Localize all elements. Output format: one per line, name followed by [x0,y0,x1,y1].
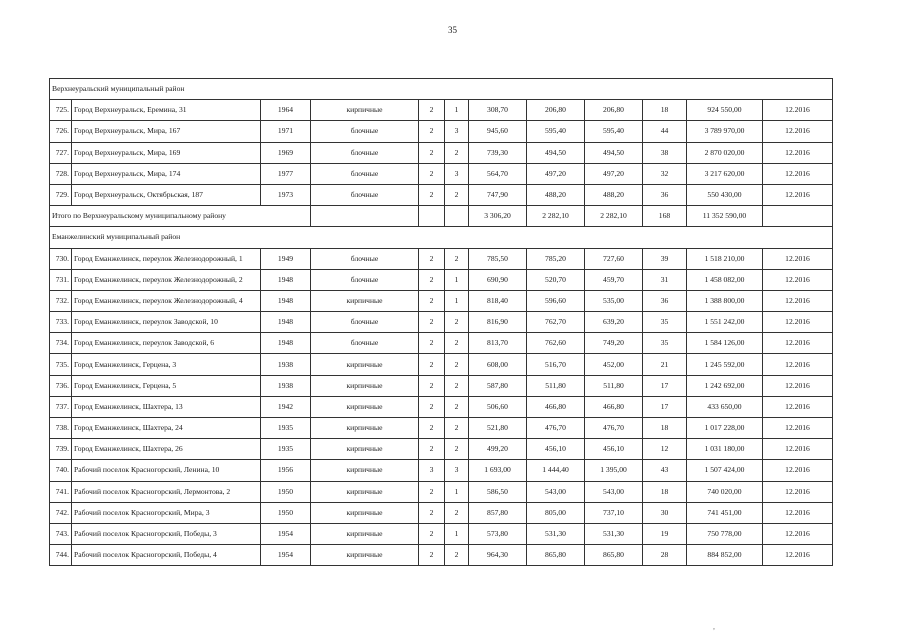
total-empty-cell [445,206,469,227]
row-area-3: 456,10 [585,439,643,460]
row-cost: 924 550,00 [687,100,763,121]
row-address: Город Еманжелинск, переулок Заводской, 6 [72,333,261,354]
row-address: Рабочий поселок Красногорский, Победы, 3 [72,523,261,544]
row-year: 1948 [261,333,311,354]
row-entrances: 1 [445,290,469,311]
row-area-3: 639,20 [585,312,643,333]
row-number: 735. [50,354,72,375]
row-number: 731. [50,269,72,290]
row-wall-material: кирпичные [311,354,419,375]
row-wall-material: блочные [311,269,419,290]
section-title: Еманжелинский муниципальный район [50,227,833,248]
row-floors: 2 [419,396,445,417]
row-area-3: 535,00 [585,290,643,311]
row-number: 726. [50,121,72,142]
row-area-3: 865,80 [585,545,643,566]
row-number: 738. [50,418,72,439]
row-year: 1949 [261,248,311,269]
row-area-3: 488,20 [585,184,643,205]
row-floors: 3 [419,460,445,481]
row-address: Город Еманжелинск, Шахтера, 24 [72,418,261,439]
row-area-2: 1 444,40 [527,460,585,481]
row-area-2: 805,00 [527,502,585,523]
row-wall-material: блочные [311,312,419,333]
row-residents: 44 [643,121,687,142]
row-address: Рабочий поселок Красногорский, Победы, 4 [72,545,261,566]
row-year: 1938 [261,354,311,375]
row-cost: 750 778,00 [687,523,763,544]
row-entrances: 1 [445,269,469,290]
row-total-area: 857,80 [469,502,527,523]
row-year: 1948 [261,269,311,290]
row-year: 1954 [261,523,311,544]
table-row [50,290,833,311]
total-area-2: 2 282,10 [527,206,585,227]
row-date: 12.2016 [763,354,833,375]
row-area-2: 206,80 [527,100,585,121]
row-cost: 433 650,00 [687,396,763,417]
housing-register-table [49,78,833,566]
row-area-3: 1 395,00 [585,460,643,481]
row-cost: 1 584 126,00 [687,333,763,354]
row-residents: 12 [643,439,687,460]
row-address: Город Верхнеуральск, Мира, 167 [72,121,261,142]
row-area-3: 494,50 [585,142,643,163]
row-year: 1964 [261,100,311,121]
total-area: 3 306,20 [469,206,527,227]
row-floors: 2 [419,523,445,544]
row-area-3: 452,00 [585,354,643,375]
row-number: 740. [50,460,72,481]
total-empty-cell [763,206,833,227]
row-number: 733. [50,312,72,333]
row-wall-material: блочные [311,333,419,354]
row-residents: 35 [643,333,687,354]
row-floors: 2 [419,163,445,184]
row-year: 1969 [261,142,311,163]
table-row [50,375,833,396]
row-area-2: 476,70 [527,418,585,439]
table-row [50,481,833,502]
row-wall-material: кирпичные [311,523,419,544]
row-area-2: 543,00 [527,481,585,502]
row-year: 1935 [261,418,311,439]
row-address: Город Еманжелинск, переулок Железнодорожный, 1 [72,248,261,269]
row-number: 729. [50,184,72,205]
row-area-2: 497,20 [527,163,585,184]
row-total-area: 690,90 [469,269,527,290]
row-number: 739. [50,439,72,460]
row-residents: 38 [643,142,687,163]
scan-mark: , [713,622,715,631]
row-date: 12.2016 [763,269,833,290]
total-empty-cell [419,206,445,227]
row-residents: 17 [643,375,687,396]
row-cost: 1 507 424,00 [687,460,763,481]
row-area-3: 727,60 [585,248,643,269]
row-entrances: 2 [445,248,469,269]
row-year: 1973 [261,184,311,205]
row-total-area: 587,80 [469,375,527,396]
row-year: 1948 [261,312,311,333]
row-number: 743. [50,523,72,544]
row-date: 12.2016 [763,142,833,163]
row-date: 12.2016 [763,523,833,544]
row-date: 12.2016 [763,290,833,311]
row-cost: 1 031 180,00 [687,439,763,460]
row-residents: 19 [643,523,687,544]
row-number: 737. [50,396,72,417]
row-floors: 2 [419,312,445,333]
row-address: Город Верхнеуральск, Еремина, 31 [72,100,261,121]
row-floors: 2 [419,481,445,502]
row-total-area: 747,90 [469,184,527,205]
row-wall-material: кирпичные [311,460,419,481]
table-body [50,79,833,566]
row-residents: 32 [643,163,687,184]
row-cost: 740 020,00 [687,481,763,502]
row-residents: 21 [643,354,687,375]
row-area-3: 497,20 [585,163,643,184]
row-number: 730. [50,248,72,269]
total-empty-cell [311,206,419,227]
row-wall-material: блочные [311,184,419,205]
table-row [50,418,833,439]
row-year: 1977 [261,163,311,184]
row-date: 12.2016 [763,184,833,205]
row-total-area: 945,60 [469,121,527,142]
row-entrances: 2 [445,142,469,163]
row-address: Город Еманжелинск, переулок Заводской, 10 [72,312,261,333]
row-date: 12.2016 [763,439,833,460]
row-wall-material: кирпичные [311,375,419,396]
row-number: 742. [50,502,72,523]
row-area-2: 595,40 [527,121,585,142]
row-area-3: 206,80 [585,100,643,121]
table-row [50,163,833,184]
row-year: 1950 [261,481,311,502]
row-number: 744. [50,545,72,566]
row-residents: 43 [643,460,687,481]
total-residents: 168 [643,206,687,227]
table-row [50,269,833,290]
total-label: Итого по Верхнеуральскому муниципальному району [50,206,311,227]
row-address: Город Верхнеуральск, Октябрьская, 187 [72,184,261,205]
row-residents: 17 [643,396,687,417]
row-number: 741. [50,481,72,502]
row-number: 727. [50,142,72,163]
row-residents: 18 [643,100,687,121]
row-residents: 35 [643,312,687,333]
row-entrances: 3 [445,163,469,184]
row-date: 12.2016 [763,163,833,184]
page-number: 35 [448,25,457,35]
row-residents: 39 [643,248,687,269]
row-cost: 884 852,00 [687,545,763,566]
row-entrances: 3 [445,121,469,142]
row-entrances: 2 [445,312,469,333]
row-floors: 2 [419,142,445,163]
row-date: 12.2016 [763,375,833,396]
row-residents: 28 [643,545,687,566]
row-residents: 30 [643,502,687,523]
row-year: 1950 [261,502,311,523]
row-cost: 741 451,00 [687,502,763,523]
row-area-3: 737,10 [585,502,643,523]
row-number: 728. [50,163,72,184]
row-year: 1948 [261,290,311,311]
row-wall-material: кирпичные [311,481,419,502]
row-floors: 2 [419,439,445,460]
row-number: 736. [50,375,72,396]
row-total-area: 608,00 [469,354,527,375]
row-area-2: 516,70 [527,354,585,375]
row-floors: 2 [419,290,445,311]
row-entrances: 2 [445,545,469,566]
row-wall-material: кирпичные [311,290,419,311]
row-entrances: 2 [445,333,469,354]
row-total-area: 564,70 [469,163,527,184]
row-date: 12.2016 [763,418,833,439]
row-address: Город Еманжелинск, Шахтера, 13 [72,396,261,417]
row-entrances: 3 [445,460,469,481]
row-residents: 36 [643,184,687,205]
row-area-3: 543,00 [585,481,643,502]
row-total-area: 816,90 [469,312,527,333]
row-year: 1942 [261,396,311,417]
row-area-2: 456,10 [527,439,585,460]
row-number: 732. [50,290,72,311]
row-area-2: 511,80 [527,375,585,396]
row-date: 12.2016 [763,481,833,502]
row-entrances: 2 [445,354,469,375]
row-total-area: 506,60 [469,396,527,417]
table-row [50,354,833,375]
row-area-2: 762,70 [527,312,585,333]
row-address: Город Еманжелинск, переулок Железнодорожный, 2 [72,269,261,290]
table-row [50,545,833,566]
row-residents: 18 [643,481,687,502]
row-area-2: 488,20 [527,184,585,205]
row-address: Рабочий поселок Красногорский, Мира, 3 [72,502,261,523]
row-date: 12.2016 [763,121,833,142]
row-floors: 2 [419,502,445,523]
row-date: 12.2016 [763,502,833,523]
row-year: 1954 [261,545,311,566]
row-wall-material: блочные [311,121,419,142]
row-cost: 1 245 592,00 [687,354,763,375]
row-residents: 36 [643,290,687,311]
row-area-2: 494,50 [527,142,585,163]
row-cost: 3 217 620,00 [687,163,763,184]
row-area-2: 596,60 [527,290,585,311]
row-cost: 3 789 970,00 [687,121,763,142]
row-entrances: 1 [445,481,469,502]
row-cost: 550 430,00 [687,184,763,205]
row-area-3: 511,80 [585,375,643,396]
table-row [50,121,833,142]
row-total-area: 818,40 [469,290,527,311]
row-cost: 1 551 242,00 [687,312,763,333]
row-area-2: 466,80 [527,396,585,417]
row-area-3: 459,70 [585,269,643,290]
table-row [50,396,833,417]
row-total-area: 308,70 [469,100,527,121]
row-area-2: 865,80 [527,545,585,566]
total-area-3: 2 282,10 [585,206,643,227]
row-cost: 1 458 082,00 [687,269,763,290]
row-address: Город Верхнеуральск, Мира, 169 [72,142,261,163]
row-area-2: 785,20 [527,248,585,269]
table-row [50,100,833,121]
row-floors: 2 [419,354,445,375]
row-cost: 1 242 692,00 [687,375,763,396]
row-date: 12.2016 [763,248,833,269]
row-wall-material: кирпичные [311,418,419,439]
row-address: Город Еманжелинск, Шахтера, 26 [72,439,261,460]
row-wall-material: блочные [311,248,419,269]
row-total-area: 813,70 [469,333,527,354]
row-wall-material: блочные [311,142,419,163]
table-row [50,460,833,481]
row-floors: 2 [419,333,445,354]
row-total-area: 521,80 [469,418,527,439]
row-address: Рабочий поселок Красногорский, Лермонтова, 2 [72,481,261,502]
section-header-row [50,227,833,248]
row-wall-material: кирпичные [311,545,419,566]
row-entrances: 1 [445,523,469,544]
section-header-row [50,79,833,100]
row-year: 1956 [261,460,311,481]
section-title: Верхнеуральский муниципальный район [50,79,833,100]
row-area-2: 520,70 [527,269,585,290]
row-entrances: 2 [445,502,469,523]
row-total-area: 785,50 [469,248,527,269]
row-wall-material: кирпичные [311,396,419,417]
row-address: Город Еманжелинск, Герцена, 3 [72,354,261,375]
row-date: 12.2016 [763,100,833,121]
row-address: Город Верхнеуральск, Мира, 174 [72,163,261,184]
row-cost: 1 518 210,00 [687,248,763,269]
row-wall-material: кирпичные [311,439,419,460]
row-total-area: 964,30 [469,545,527,566]
row-address: Город Еманжелинск, Герцена, 5 [72,375,261,396]
table-row [50,523,833,544]
row-floors: 2 [419,248,445,269]
row-entrances: 2 [445,375,469,396]
row-address: Рабочий поселок Красногорский, Ленина, 10 [72,460,261,481]
row-year: 1938 [261,375,311,396]
row-floors: 2 [419,100,445,121]
row-total-area: 1 693,00 [469,460,527,481]
row-wall-material: блочные [311,163,419,184]
row-total-area: 499,20 [469,439,527,460]
total-cost: 11 352 590,00 [687,206,763,227]
row-year: 1935 [261,439,311,460]
row-number: 725. [50,100,72,121]
row-year: 1971 [261,121,311,142]
row-total-area: 739,30 [469,142,527,163]
row-number: 734. [50,333,72,354]
row-total-area: 573,80 [469,523,527,544]
row-area-3: 476,70 [585,418,643,439]
row-residents: 18 [643,418,687,439]
table-row [50,142,833,163]
table-row [50,502,833,523]
row-floors: 2 [419,184,445,205]
row-floors: 2 [419,269,445,290]
total-row [50,206,833,227]
row-address: Город Еманжелинск, переулок Железнодорожный, 4 [72,290,261,311]
row-entrances: 1 [445,100,469,121]
row-entrances: 2 [445,184,469,205]
row-floors: 2 [419,545,445,566]
row-floors: 2 [419,375,445,396]
row-date: 12.2016 [763,545,833,566]
row-area-3: 531,30 [585,523,643,544]
row-wall-material: кирпичные [311,502,419,523]
row-wall-material: кирпичные [311,100,419,121]
row-area-2: 531,30 [527,523,585,544]
row-entrances: 2 [445,439,469,460]
row-cost: 1 017 228,00 [687,418,763,439]
table-row [50,312,833,333]
row-total-area: 586,50 [469,481,527,502]
row-area-3: 595,40 [585,121,643,142]
row-date: 12.2016 [763,396,833,417]
row-floors: 2 [419,418,445,439]
row-date: 12.2016 [763,312,833,333]
row-floors: 2 [419,121,445,142]
table-row [50,439,833,460]
table-row [50,184,833,205]
row-area-3: 749,20 [585,333,643,354]
table-row [50,248,833,269]
row-entrances: 2 [445,418,469,439]
row-cost: 1 388 800,00 [687,290,763,311]
row-area-3: 466,80 [585,396,643,417]
row-entrances: 2 [445,396,469,417]
row-date: 12.2016 [763,333,833,354]
row-area-2: 762,60 [527,333,585,354]
table-row [50,333,833,354]
row-residents: 31 [643,269,687,290]
row-date: 12.2016 [763,460,833,481]
row-cost: 2 870 020,00 [687,142,763,163]
